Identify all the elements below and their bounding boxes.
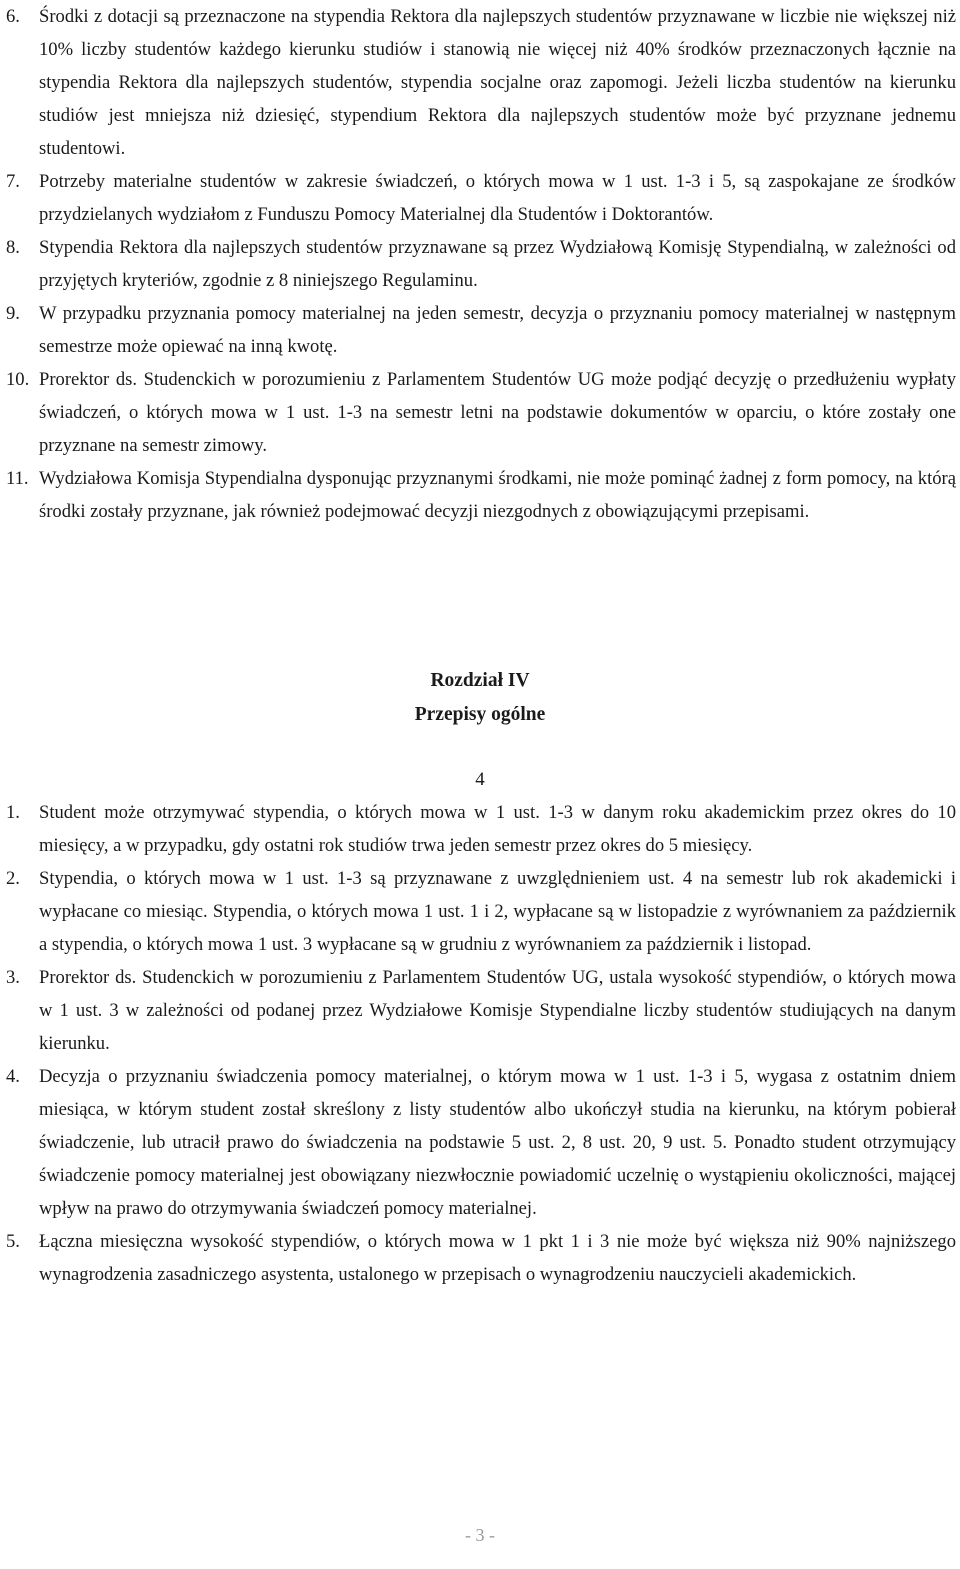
item-number: 10. — [6, 369, 30, 390]
list-item — [0, 1060, 960, 1225]
item-text: Decyzja o przyznaniu świadczenia pomocy materialnej, o którym mowa w 1 ust. 1-3 i 5, wygasa z ostatnim dniem miesiąca, w którym student został skreślony z listy studentów albo ukończył studia na kierunku, na którym pobierał świadczenie, lub utracił prawo do świadczenia na podstawie 5 ust. 2, 8 ust. 20, 9 ust. 5. Ponadto student otrzymujący świadczenie pomocy materialnej jest obowiązany niezwłocznie powiadomić uczelnię o wystąpieniu okoliczności, mającej wpływ na prawo do otrzymywania świadczeń pomocy materialnej. — [39, 1066, 956, 1219]
page-number: - 3 - — [465, 1525, 495, 1545]
item-text: Prorektor ds. Studenckich w porozumieniu z Parlamentem Studentów UG może podjąć decyzję o przedłużeniu wypłaty świadczeń, o których mowa w 1 ust. 1-3 na semestr letni na podstawie dokumentów w oparciu, o które zostały one przyznane na semestr zimowy. — [39, 369, 956, 456]
item-text: Wydziałowa Komisja Stypendialna dysponując przyznanymi środkami, nie może pominąć żadnej z form pomocy, na którą środki zostały przyznane, jak również podejmować decyzji niezgodnych z obowiązującymi przepisami. — [39, 468, 956, 522]
item-number: 11. — [6, 468, 29, 489]
list-item — [0, 862, 960, 961]
list-item — [0, 297, 960, 363]
list-item — [0, 462, 960, 528]
section-b-list — [0, 796, 960, 1291]
item-text: Stypendia, o których mowa w 1 ust. 1-3 są przyznawane z uwzględnieniem ust. 4 na semestr lub rok akademicki i wypłacane co miesiąc. Stypendia, o których mowa 1 ust. 1 i 2, wypłacane są w listopadzie z wyrównaniem za październik a stypendia, o których mowa 1 ust. 3 wypłacane są w grudniu z wyrównaniem za październik i listopad. — [39, 868, 956, 955]
section-a-list — [0, 0, 960, 528]
chapter-title: Rozdział IV — [430, 670, 530, 691]
item-text: Prorektor ds. Studenckich w porozumieniu z Parlamentem Studentów UG, ustala wysokość stypendiów, o których mowa w 1 ust. 3 w zależności od podanej przez Wydziałowe Komisje Stypendialne liczby studentów studiujących na danym kierunku. — [39, 967, 956, 1054]
item-number: 5. — [6, 1231, 20, 1252]
item-text: Potrzeby materialne studentów w zakresie świadczeń, o których mowa w 1 ust. 1-3 i 5, są zaspokajane ze środków przydzielanych wydziałom z Funduszu Pomocy Materialnej dla Studentów i Doktorantów. — [39, 171, 956, 225]
item-text: W przypadku przyznania pomocy materialnej na jeden semestr, decyzja o przyznaniu pomocy materialnej w następnym semestrze może opiewać na inną kwotę. — [39, 303, 956, 357]
item-number: 8. — [6, 237, 20, 258]
item-number: 4. — [6, 1066, 20, 1087]
item-text: Łączna miesięczna wysokość stypendiów, o których mowa w 1 pkt 1 i 3 nie może być większa niż 90% najniższego wynagrodzenia zasadniczego asystenta, ustalonego w przepisach o wynagrodzeniu nauczycieli akademickich. — [39, 1231, 956, 1285]
item-number: 6. — [6, 6, 20, 27]
item-number: 7. — [6, 171, 20, 192]
item-text: Środki z dotacji są przeznaczone na stypendia Rektora dla najlepszych studentów przyznawane w liczbie nie większej niż 10% liczby studentów każdego kierunku studiów i stanowią nie więcej niż 40% środków przeznaczonych łącznie na stypendia Rektora dla najlepszych studentów, stypendia socjalne oraz zapomogi. Jeżeli liczba studentów na kierunku studiów jest mniejsza niż dziesięć, stypendium Rektora dla najlepszych studentów może być przyznane jednemu studentowi. — [39, 6, 956, 159]
item-number: 9. — [6, 303, 20, 324]
item-number: 2. — [6, 868, 20, 889]
list-item — [0, 0, 960, 165]
item-text: Stypendia Rektora dla najlepszych studentów przyznawane są przez Wydziałową Komisję Stypendialną, w zależności od przyjętych kryteriów, zgodnie z 8 niniejszego Regulaminu. — [39, 237, 956, 291]
paragraph-mark: 4 — [475, 769, 485, 790]
item-number: 1. — [6, 802, 20, 823]
list-item — [0, 961, 960, 1060]
list-item — [0, 363, 960, 462]
chapter-subtitle: Przepisy ogólne — [414, 704, 546, 725]
list-item — [0, 231, 960, 297]
list-item — [0, 796, 960, 862]
list-item — [0, 165, 960, 231]
item-text: Student może otrzymywać stypendia, o których mowa w 1 ust. 1-3 w danym roku akademickim przez okres do 10 miesięcy, a w przypadku, gdy ostatni rok studiów trwa jeden semestr przez okres do 5 miesięcy. — [39, 802, 956, 856]
list-item — [0, 1225, 960, 1291]
item-number: 3. — [6, 967, 20, 988]
